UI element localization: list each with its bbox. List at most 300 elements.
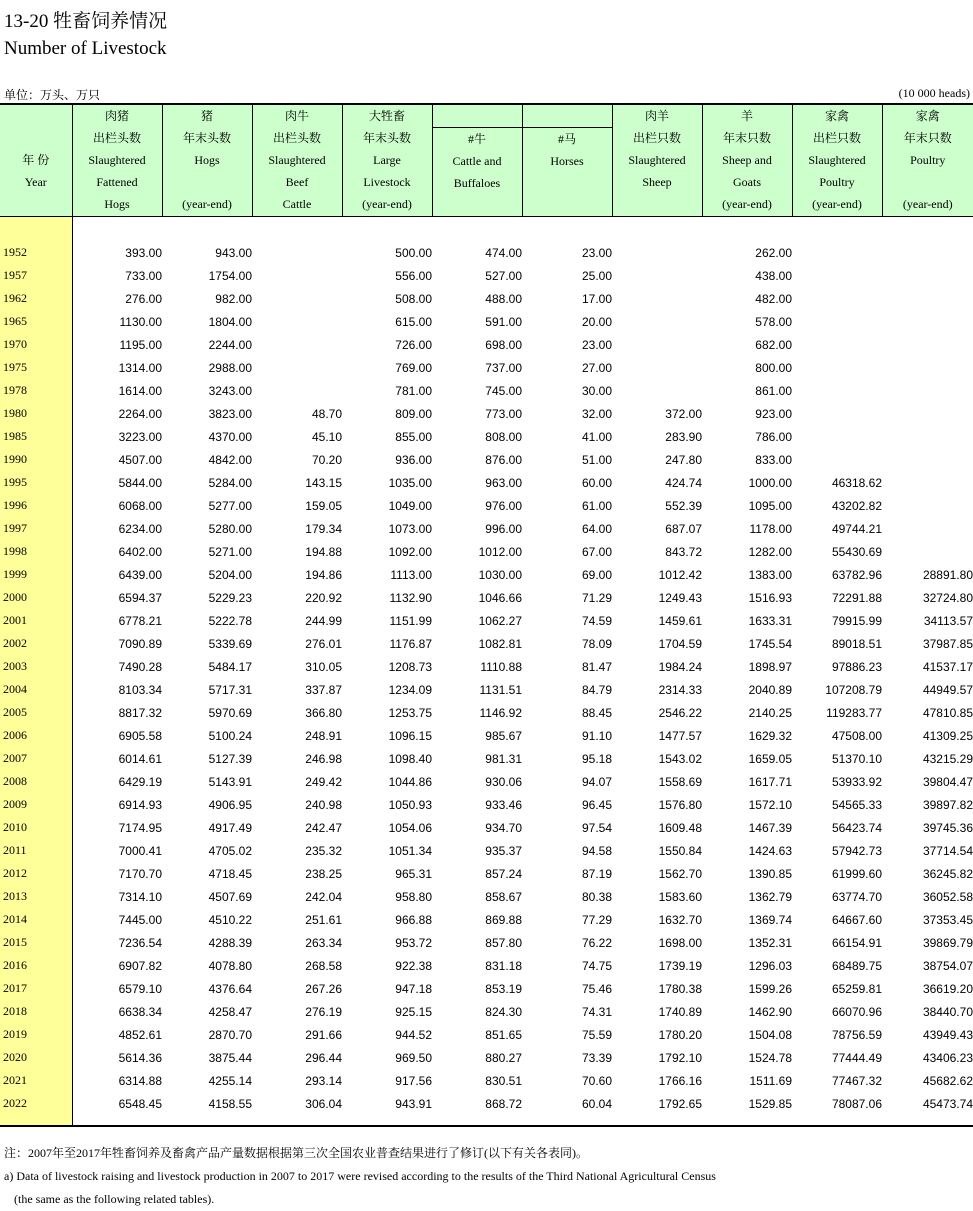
value-cell: 71.29 — [581, 590, 612, 605]
value-cell: 1614.00 — [118, 383, 162, 398]
value-cell: 97886.23 — [831, 659, 882, 674]
value-cell — [792, 241, 882, 264]
value-cell: 1558.69 — [658, 774, 702, 789]
value-cell: 39745.36 — [922, 820, 973, 835]
value-cell: 5284.00 — [208, 475, 252, 490]
value-cell: 1754.00 — [208, 268, 252, 283]
year-cell: 2005 — [0, 701, 72, 724]
value-cell: 424.74 — [665, 475, 702, 490]
value-cell: 64667.60 — [831, 912, 882, 927]
value-cell: 94.58 — [581, 843, 612, 858]
value-cell: 247.80 — [665, 452, 702, 467]
value-cell: 858.67 — [485, 889, 522, 904]
value-cell: 6314.88 — [118, 1073, 162, 1088]
value-cell: 78087.06 — [831, 1096, 882, 1111]
value-cell: 843.72 — [665, 544, 702, 559]
value-cell: 1745.54 — [748, 636, 792, 651]
value-cell: 7174.95 — [118, 820, 162, 835]
value-cell: 36052.58 — [922, 889, 973, 904]
value-cell: 981.31 — [485, 751, 522, 766]
value-cell: 1296.03 — [748, 958, 792, 973]
value-cell: 37987.85 — [922, 636, 973, 651]
value-cell — [252, 310, 342, 333]
value-cell: 20.00 — [581, 314, 612, 329]
table-row — [0, 1023, 973, 1046]
year-cell: 2015 — [0, 931, 72, 954]
year-cell: 1978 — [0, 379, 72, 402]
table-row — [0, 471, 973, 494]
value-cell: 556.00 — [395, 268, 432, 283]
year-cell: 2010 — [0, 816, 72, 839]
value-cell: 1131.51 — [479, 682, 522, 697]
value-cell: 985.67 — [485, 728, 522, 743]
table-row — [0, 1069, 973, 1092]
value-cell — [252, 287, 342, 310]
table-row — [0, 241, 973, 264]
value-cell: 1369.74 — [748, 912, 792, 927]
value-cell: 786.00 — [755, 429, 792, 444]
value-cell: 857.80 — [485, 935, 522, 950]
value-cell: 80.38 — [581, 889, 612, 904]
value-cell: 7000.41 — [118, 843, 162, 858]
value-cell: 79915.99 — [831, 613, 882, 628]
value-cell: 6907.82 — [118, 958, 162, 973]
value-cell: 1659.05 — [748, 751, 792, 766]
value-cell: 6594.37 — [118, 590, 162, 605]
value-cell: 39804.47 — [922, 774, 973, 789]
value-cell — [882, 379, 973, 402]
value-cell: 824.30 — [485, 1004, 522, 1019]
value-cell: 32.00 — [581, 406, 612, 421]
value-cell: 60.00 — [581, 475, 612, 490]
table-row — [0, 379, 973, 402]
value-cell: 4842.00 — [208, 452, 252, 467]
value-cell: 291.66 — [305, 1027, 342, 1042]
value-cell: 1132.90 — [389, 590, 432, 605]
value-cell: 922.38 — [395, 958, 432, 973]
value-cell: 246.98 — [305, 751, 342, 766]
value-cell: 936.00 — [395, 452, 432, 467]
value-cell: 1617.71 — [748, 774, 792, 789]
table-row — [0, 724, 973, 747]
value-cell: 276.00 — [125, 291, 162, 306]
value-cell: 3243.00 — [208, 383, 252, 398]
value-cell: 61999.60 — [831, 866, 882, 881]
value-cell: 5229.23 — [208, 590, 252, 605]
year-cell: 1952 — [0, 241, 72, 264]
table-row — [0, 586, 973, 609]
year-cell: 1999 — [0, 563, 72, 586]
value-cell: 1739.19 — [658, 958, 702, 973]
value-cell: 6905.58 — [118, 728, 162, 743]
value-cell: 41537.17 — [922, 659, 973, 674]
value-cell: 5127.39 — [208, 751, 252, 766]
value-cell: 38754.07 — [922, 958, 973, 973]
value-cell: 1633.31 — [748, 613, 792, 628]
value-cell: 4158.55 — [208, 1096, 252, 1111]
value-cell: 43406.23 — [922, 1050, 973, 1065]
table-row — [0, 678, 973, 701]
value-cell: 51.00 — [581, 452, 612, 467]
value-cell — [792, 448, 882, 471]
value-cell: 293.14 — [305, 1073, 342, 1088]
value-cell: 1698.00 — [658, 935, 702, 950]
value-cell: 74.31 — [581, 1004, 612, 1019]
value-cell: 4255.14 — [208, 1073, 252, 1088]
value-cell: 965.31 — [395, 866, 432, 881]
value-cell: 1609.48 — [658, 820, 702, 835]
value-cell: 1314.00 — [118, 360, 162, 375]
value-cell: 5614.36 — [118, 1050, 162, 1065]
value-cell: 1051.34 — [388, 843, 432, 858]
value-cell: 30.00 — [581, 383, 612, 398]
table-row — [0, 701, 973, 724]
value-cell: 851.65 — [485, 1027, 522, 1042]
value-cell: 969.50 — [395, 1050, 432, 1065]
value-cell: 5484.17 — [208, 659, 252, 674]
value-cell: 3223.00 — [118, 429, 162, 444]
table-row — [0, 609, 973, 632]
value-cell: 996.00 — [485, 521, 522, 536]
value-cell: 830.51 — [485, 1073, 522, 1088]
value-cell: 4258.47 — [208, 1004, 252, 1019]
value-cell: 682.00 — [755, 337, 792, 352]
value-cell: 1012.00 — [478, 544, 522, 559]
value-cell: 45.10 — [311, 429, 342, 444]
value-cell: 868.72 — [485, 1096, 522, 1111]
header-large-livestock: 大牲畜 年末头数 Large Livestock (year-end) — [342, 105, 432, 217]
value-cell: 4906.95 — [208, 797, 252, 812]
value-cell: 56423.74 — [831, 820, 882, 835]
value-cell: 1792.65 — [658, 1096, 702, 1111]
year-cell: 2004 — [0, 678, 72, 701]
value-cell: 5339.69 — [208, 636, 252, 651]
value-cell: 39897.82 — [922, 797, 973, 812]
value-cell: 809.00 — [395, 406, 432, 421]
value-cell: 4370.00 — [208, 429, 252, 444]
value-cell: 1054.06 — [388, 820, 432, 835]
table-body — [0, 241, 973, 1115]
value-cell: 66070.96 — [831, 1004, 882, 1019]
value-cell: 240.98 — [305, 797, 342, 812]
value-cell: 943.91 — [395, 1096, 432, 1111]
value-cell: 917.56 — [395, 1073, 432, 1088]
value-cell: 1151.99 — [389, 613, 432, 628]
value-cell: 244.99 — [305, 613, 342, 628]
header-hogs-slaughtered: 肉猪 出栏头数 Slaughtered Fattened Hogs — [72, 105, 162, 217]
value-cell: 74.75 — [581, 958, 612, 973]
value-cell: 947.18 — [395, 981, 432, 996]
value-cell: 923.00 — [755, 406, 792, 421]
value-cell: 482.00 — [755, 291, 792, 306]
value-cell: 508.00 — [395, 291, 432, 306]
table-row — [0, 977, 973, 1000]
value-cell: 1110.88 — [480, 659, 522, 674]
table-row — [0, 333, 973, 356]
value-cell — [792, 402, 882, 425]
year-cell: 2019 — [0, 1023, 72, 1046]
value-cell: 930.06 — [485, 774, 522, 789]
value-cell — [612, 241, 702, 264]
value-cell: 283.90 — [665, 429, 702, 444]
table-row — [0, 540, 973, 563]
value-cell: 880.27 — [485, 1050, 522, 1065]
value-cell: 119283.77 — [826, 705, 882, 720]
value-cell: 1050.93 — [388, 797, 432, 812]
value-cell: 6914.93 — [118, 797, 162, 812]
header-poultry-slaughtered: 家禽 出栏只数 Slaughtered Poultry (year-end) — [792, 105, 882, 217]
value-cell: 5280.00 — [208, 521, 252, 536]
value-cell: 869.88 — [485, 912, 522, 927]
value-cell: 876.00 — [485, 452, 522, 467]
value-cell: 6014.61 — [118, 751, 162, 766]
value-cell: 6579.10 — [118, 981, 162, 996]
value-cell: 372.00 — [665, 406, 702, 421]
value-cell: 242.47 — [305, 820, 342, 835]
value-cell: 833.00 — [755, 452, 792, 467]
value-cell: 159.05 — [305, 498, 342, 513]
value-cell: 32724.80 — [922, 590, 973, 605]
value-cell — [882, 356, 973, 379]
value-cell: 2546.22 — [658, 705, 702, 720]
value-cell: 6439.00 — [118, 567, 162, 582]
value-cell — [882, 517, 973, 540]
table-row — [0, 770, 973, 793]
value-cell: 296.44 — [305, 1050, 342, 1065]
table-row — [0, 1000, 973, 1023]
year-cell: 1996 — [0, 494, 72, 517]
value-cell: 179.34 — [305, 521, 342, 536]
value-cell: 67.00 — [581, 544, 612, 559]
value-cell: 1766.16 — [658, 1073, 702, 1088]
value-cell — [882, 333, 973, 356]
value-cell: 1049.00 — [388, 498, 432, 513]
table-row — [0, 517, 973, 540]
value-cell: 337.87 — [305, 682, 342, 697]
unit-label-cn: 单位：万头、万只 — [4, 88, 101, 102]
value-cell: 800.00 — [755, 360, 792, 375]
page-title-cn: 13-20 牲畜饲养情况 — [4, 11, 168, 32]
value-cell: 96.45 — [581, 797, 612, 812]
value-cell: 4852.61 — [118, 1027, 162, 1042]
value-cell: 1780.38 — [658, 981, 702, 996]
table-row — [0, 931, 973, 954]
value-cell: 7170.70 — [118, 866, 162, 881]
value-cell: 27.00 — [581, 360, 612, 375]
value-cell: 1529.85 — [748, 1096, 792, 1111]
year-cell: 2022 — [0, 1092, 72, 1115]
value-cell: 1740.89 — [658, 1004, 702, 1019]
value-cell: 75.46 — [581, 981, 612, 996]
value-cell: 5222.78 — [208, 613, 252, 628]
value-cell: 1195.00 — [119, 337, 162, 352]
year-cell: 1980 — [0, 402, 72, 425]
value-cell: 591.00 — [485, 314, 522, 329]
value-cell — [882, 264, 973, 287]
value-cell: 1146.92 — [479, 705, 522, 720]
value-cell: 4718.45 — [208, 866, 252, 881]
value-cell: 745.00 — [485, 383, 522, 398]
value-cell: 1984.24 — [658, 659, 702, 674]
value-cell: 70.20 — [311, 452, 342, 467]
value-cell — [792, 287, 882, 310]
value-cell: 53933.92 — [831, 774, 882, 789]
value-cell — [612, 264, 702, 287]
value-cell: 4507.69 — [208, 889, 252, 904]
value-cell: 4705.02 — [208, 843, 252, 858]
value-cell: 25.00 — [581, 268, 612, 283]
value-cell: 267.26 — [305, 981, 342, 996]
value-cell: 63774.70 — [831, 889, 882, 904]
value-cell: 808.00 — [485, 429, 522, 444]
year-cell: 1965 — [0, 310, 72, 333]
value-cell: 276.01 — [305, 636, 342, 651]
value-cell: 933.46 — [485, 797, 522, 812]
value-cell: 1035.00 — [388, 475, 432, 490]
value-cell: 6068.00 — [118, 498, 162, 513]
value-cell: 1073.00 — [388, 521, 432, 536]
header-row — [0, 105, 973, 217]
value-cell: 963.00 — [485, 475, 522, 490]
value-cell: 63782.96 — [831, 567, 882, 582]
value-cell: 78756.59 — [831, 1027, 882, 1042]
value-cell: 34113.57 — [923, 613, 973, 628]
value-cell: 37714.54 — [922, 843, 973, 858]
value-cell: 737.00 — [485, 360, 522, 375]
value-cell: 66154.91 — [831, 935, 882, 950]
year-cell: 1998 — [0, 540, 72, 563]
value-cell: 1044.86 — [388, 774, 432, 789]
value-cell: 943.00 — [215, 245, 252, 260]
value-cell: 1000.00 — [748, 475, 792, 490]
header-poultry-yearend: 家禽 年末只数 Poultry (year-end) — [882, 105, 973, 217]
value-cell: 194.88 — [305, 544, 342, 559]
value-cell: 37353.45 — [922, 912, 973, 927]
value-cell: 81.47 — [581, 659, 612, 674]
value-cell: 769.00 — [395, 360, 432, 375]
year-cell: 2009 — [0, 793, 72, 816]
value-cell: 88.45 — [581, 705, 612, 720]
value-cell: 1462.90 — [748, 1004, 792, 1019]
value-cell: 5717.31 — [208, 682, 252, 697]
value-cell: 1632.70 — [658, 912, 702, 927]
value-cell: 944.52 — [395, 1027, 432, 1042]
value-cell: 6402.00 — [118, 544, 162, 559]
value-cell: 306.04 — [305, 1096, 342, 1111]
value-cell: 2988.00 — [208, 360, 252, 375]
value-cell: 953.72 — [395, 935, 432, 950]
year-cell: 2001 — [0, 609, 72, 632]
value-cell — [252, 356, 342, 379]
value-cell: 1583.60 — [658, 889, 702, 904]
value-cell: 51370.10 — [831, 751, 882, 766]
value-cell: 1504.08 — [748, 1027, 792, 1042]
table-row — [0, 310, 973, 333]
year-cell: 2021 — [0, 1069, 72, 1092]
year-cell: 2017 — [0, 977, 72, 1000]
value-cell: 5100.24 — [208, 728, 252, 743]
value-cell: 89018.51 — [831, 636, 882, 651]
value-cell: 1477.57 — [658, 728, 702, 743]
value-cell: 1390.85 — [748, 866, 792, 881]
value-cell — [882, 287, 973, 310]
value-cell: 4507.00 — [118, 452, 162, 467]
table-row — [0, 448, 973, 471]
value-cell — [612, 356, 702, 379]
table-row — [0, 908, 973, 931]
value-cell: 44949.57 — [922, 682, 973, 697]
year-cell: 1957 — [0, 264, 72, 287]
value-cell: 43215.29 — [922, 751, 973, 766]
table-row — [0, 632, 973, 655]
value-cell: 1234.09 — [388, 682, 432, 697]
value-cell: 5844.00 — [118, 475, 162, 490]
value-cell — [612, 287, 702, 310]
value-cell: 1098.40 — [388, 751, 432, 766]
value-cell: 1898.97 — [748, 659, 792, 674]
table-row — [0, 563, 973, 586]
value-cell: 4288.39 — [208, 935, 252, 950]
value-cell: 1629.32 — [748, 728, 792, 743]
value-cell: 1362.79 — [748, 889, 792, 904]
value-cell: 17.00 — [581, 291, 612, 306]
value-cell — [882, 241, 973, 264]
value-cell: 43202.82 — [831, 498, 882, 513]
value-cell: 74.59 — [581, 613, 612, 628]
year-cell: 2013 — [0, 885, 72, 908]
table-row — [0, 793, 973, 816]
value-cell: 500.00 — [395, 245, 432, 260]
table-row — [0, 885, 973, 908]
year-cell: 2003 — [0, 655, 72, 678]
value-cell: 7314.10 — [118, 889, 162, 904]
value-cell: 248.91 — [305, 728, 342, 743]
value-cell: 48.70 — [311, 406, 342, 421]
value-cell: 23.00 — [581, 245, 612, 260]
value-cell: 934.70 — [485, 820, 522, 835]
value-cell: 831.18 — [485, 958, 522, 973]
table-row — [0, 356, 973, 379]
value-cell: 6429.19 — [118, 774, 162, 789]
value-cell: 1599.26 — [748, 981, 792, 996]
year-cell: 1970 — [0, 333, 72, 356]
value-cell: 1704.59 — [658, 636, 702, 651]
value-cell: 310.05 — [305, 659, 342, 674]
table-row — [0, 747, 973, 770]
value-cell: 69.00 — [581, 567, 612, 582]
value-cell: 242.04 — [305, 889, 342, 904]
value-cell: 6234.00 — [118, 521, 162, 536]
value-cell: 1780.20 — [658, 1027, 702, 1042]
value-cell: 76.22 — [581, 935, 612, 950]
value-cell: 1516.93 — [748, 590, 792, 605]
table-row — [0, 954, 973, 977]
value-cell — [792, 264, 882, 287]
value-cell — [252, 379, 342, 402]
table-row — [0, 494, 973, 517]
table-row — [0, 1046, 973, 1069]
header-hogs-yearend: 猪 年末头数 Hogs (year-end) — [162, 105, 252, 217]
unit-label-en: (10 000 heads) — [898, 86, 970, 100]
year-cell: 2000 — [0, 586, 72, 609]
footnote-en-cont: (the same as the following related tables). — [14, 1192, 215, 1206]
value-cell: 2040.89 — [748, 682, 792, 697]
value-cell — [882, 425, 973, 448]
value-cell: 857.24 — [485, 866, 522, 881]
value-cell — [882, 402, 973, 425]
value-cell: 1352.31 — [748, 935, 792, 950]
value-cell: 1543.02 — [658, 751, 702, 766]
